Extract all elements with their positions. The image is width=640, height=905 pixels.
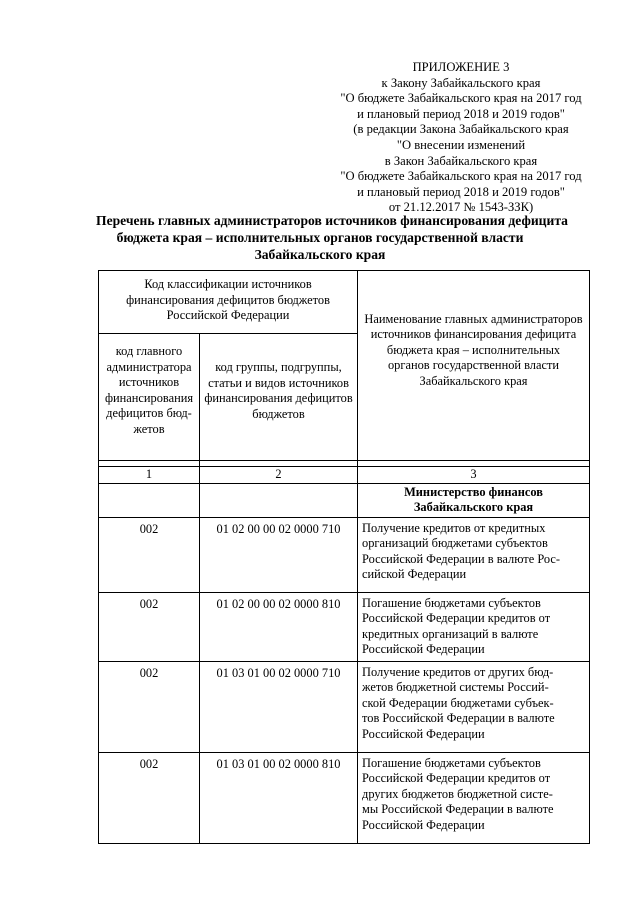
table-row	[99, 752, 590, 843]
header-admin-code: код главного администратора источников финансирования дефицитов бюд- жетов	[99, 334, 200, 461]
admin-code: 002	[99, 592, 200, 661]
source-code: 01 02 00 00 02 0000 710	[200, 517, 358, 592]
column-numbers-row	[99, 467, 590, 484]
admin-code: 002	[99, 752, 200, 843]
ministry-name: Министерство финансов Забайкальского края	[358, 483, 590, 517]
ministry-row	[99, 483, 590, 517]
source-name: Получение кредитов от кредитных организаций бюджетами субъектов Российской Федерации в валюте Рос- сийской Федерации	[358, 517, 590, 592]
source-name: Погашение бюджетами субъектов Российской Федерации кредитов от кредитных организаций в валюте Российской Федерации	[358, 592, 590, 661]
source-name: Погашение бюджетами субъектов Российской Федерации кредитов от других бюджетов бюджетной систе- мы Российской Федерации в валюте Российской Федерации	[358, 752, 590, 843]
header-classification-code: Код классификации источников финансирования дефицитов бюджетов Российской Федерации	[99, 271, 358, 334]
title-line: Забайкальского края	[254, 247, 386, 262]
appendix-line: в Закон Забайкальского края	[384, 153, 538, 168]
appendix-line: (в редакции Закона Забайкальского края	[353, 122, 569, 137]
column-number: 1	[99, 467, 200, 484]
appendix-header	[318, 60, 604, 216]
appendix-line: "О внесении изменений	[396, 137, 526, 152]
title-line: Перечень главных администраторов источников финансирования дефицита	[96, 213, 568, 228]
appendix-line: и плановый период 2018 и 2019 годов"	[357, 106, 565, 121]
admin-code: 002	[99, 661, 200, 752]
column-number: 3	[358, 467, 590, 484]
admin-code: 002	[99, 517, 200, 592]
source-name: Получение кредитов от других бюд- жетов бюджетной системы Россий- ской Федерации бюджетами субъек- тов Российской Федерации в валюте Российской Федерации	[358, 661, 590, 752]
source-code: 01 03 01 00 02 0000 810	[200, 752, 358, 843]
appendix-line: "О бюджете Забайкальского края на 2017 год	[340, 91, 582, 106]
appendix-line: к Закону Забайкальского края	[381, 75, 541, 90]
header-row-1	[99, 271, 590, 334]
administrators-table	[98, 270, 590, 844]
header-name-column: Наименование главных администраторов источников финансирования дефицита бюджета края – исполнительных органов государственной власти Забайкальского края	[358, 271, 590, 461]
title-line: бюджета края – исполнительных органов государственной власти	[116, 230, 524, 245]
source-code: 01 02 00 00 02 0000 810	[200, 592, 358, 661]
source-code: 01 03 01 00 02 0000 710	[200, 661, 358, 752]
table-row	[99, 661, 590, 752]
table-row	[99, 592, 590, 661]
appendix-line: ПРИЛОЖЕНИЕ 3	[412, 60, 510, 74]
table-row	[99, 517, 590, 592]
column-number: 2	[200, 467, 358, 484]
header-source-code: код группы, подгруппы, статьи и видов источников финансирования дефицитов бюджетов	[200, 334, 358, 461]
appendix-line: от 21.12.2017 № 1543-ЗЗК)	[388, 200, 534, 215]
document-title	[96, 212, 568, 263]
appendix-line: и плановый период 2018 и 2019 годов"	[357, 184, 565, 199]
appendix-line: "О бюджете Забайкальского края на 2017 год	[340, 169, 582, 184]
